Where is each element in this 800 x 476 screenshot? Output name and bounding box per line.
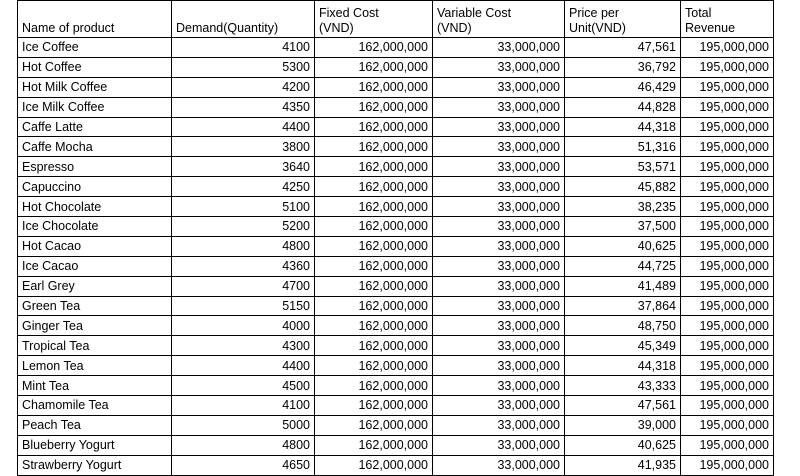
cell-product-name: Ice Chocolate	[18, 217, 172, 237]
cell-demand: 4000	[172, 316, 315, 336]
cell-product-name: Green Tea	[18, 296, 172, 316]
cell-demand: 5300	[172, 57, 315, 77]
cell-demand: 4400	[172, 117, 315, 137]
table-row	[18, 97, 774, 117]
cell-total-revenue: 195,000,000	[681, 376, 774, 396]
cell-fixed-cost: 162,000,000	[315, 376, 433, 396]
cell-price-per-unit: 45,882	[565, 177, 681, 197]
cell-fixed-cost: 162,000,000	[315, 117, 433, 137]
cell-fixed-cost: 162,000,000	[315, 415, 433, 435]
cell-demand: 4700	[172, 276, 315, 296]
cell-fixed-cost: 162,000,000	[315, 57, 433, 77]
cell-variable-cost: 33,000,000	[433, 217, 565, 237]
cell-product-name: Earl Grey	[18, 276, 172, 296]
table-row	[18, 77, 774, 97]
cell-demand: 3800	[172, 137, 315, 157]
cell-total-revenue: 195,000,000	[681, 336, 774, 356]
cell-product-name: Lemon Tea	[18, 356, 172, 376]
cell-price-per-unit: 39,000	[565, 415, 681, 435]
cell-variable-cost: 33,000,000	[433, 256, 565, 276]
cell-total-revenue: 195,000,000	[681, 157, 774, 177]
cell-variable-cost: 33,000,000	[433, 197, 565, 217]
cell-product-name: Blueberry Yogurt	[18, 435, 172, 455]
cell-total-revenue: 195,000,000	[681, 97, 774, 117]
cell-total-revenue: 195,000,000	[681, 396, 774, 416]
table-row	[18, 336, 774, 356]
cell-total-revenue: 195,000,000	[681, 236, 774, 256]
table-header-row	[18, 1, 774, 38]
table-row	[18, 57, 774, 77]
cell-price-per-unit: 44,318	[565, 356, 681, 376]
cell-demand: 5200	[172, 217, 315, 237]
cell-fixed-cost: 162,000,000	[315, 356, 433, 376]
header-line: Name of product	[22, 21, 115, 35]
cell-fixed-cost: 162,000,000	[315, 296, 433, 316]
cell-total-revenue: 195,000,000	[681, 57, 774, 77]
cell-demand: 5150	[172, 296, 315, 316]
header-price-per-unit	[565, 1, 681, 38]
cell-product-name: Hot Coffee	[18, 57, 172, 77]
cell-price-per-unit: 44,828	[565, 97, 681, 117]
table-row	[18, 356, 774, 376]
cell-total-revenue: 195,000,000	[681, 316, 774, 336]
cell-total-revenue: 195,000,000	[681, 197, 774, 217]
cell-variable-cost: 33,000,000	[433, 38, 565, 58]
cell-variable-cost: 33,000,000	[433, 157, 565, 177]
cell-total-revenue: 195,000,000	[681, 117, 774, 137]
cell-total-revenue: 195,000,000	[681, 137, 774, 157]
table-row	[18, 415, 774, 435]
header-line: (VND)	[319, 21, 354, 35]
cell-product-name: Tropical Tea	[18, 336, 172, 356]
cell-product-name: Chamomile Tea	[18, 396, 172, 416]
cell-fixed-cost: 162,000,000	[315, 336, 433, 356]
cell-total-revenue: 195,000,000	[681, 435, 774, 455]
table-row	[18, 177, 774, 197]
table-row	[18, 117, 774, 137]
cell-fixed-cost: 162,000,000	[315, 396, 433, 416]
table-row	[18, 316, 774, 336]
cell-price-per-unit: 43,333	[565, 376, 681, 396]
table-row	[18, 137, 774, 157]
cell-total-revenue: 195,000,000	[681, 256, 774, 276]
cell-price-per-unit: 46,429	[565, 77, 681, 97]
cell-price-per-unit: 37,500	[565, 217, 681, 237]
cell-price-per-unit: 41,489	[565, 276, 681, 296]
cell-fixed-cost: 162,000,000	[315, 77, 433, 97]
cell-demand: 4100	[172, 38, 315, 58]
header-demand	[172, 1, 315, 38]
cell-variable-cost: 33,000,000	[433, 396, 565, 416]
cell-variable-cost: 33,000,000	[433, 296, 565, 316]
cell-price-per-unit: 44,725	[565, 256, 681, 276]
cell-price-per-unit: 47,561	[565, 396, 681, 416]
cell-demand: 4100	[172, 396, 315, 416]
cell-product-name: Hot Milk Coffee	[18, 77, 172, 97]
cell-total-revenue: 195,000,000	[681, 296, 774, 316]
table-row	[18, 236, 774, 256]
table-row	[18, 435, 774, 455]
table-row	[18, 276, 774, 296]
cell-price-per-unit: 37,864	[565, 296, 681, 316]
table-row	[18, 256, 774, 276]
cell-price-per-unit: 40,625	[565, 236, 681, 256]
header-line: Variable Cost	[437, 6, 512, 20]
cell-product-name: Espresso	[18, 157, 172, 177]
cell-demand: 4250	[172, 177, 315, 197]
cell-fixed-cost: 162,000,000	[315, 455, 433, 475]
cell-product-name: Hot Cacao	[18, 236, 172, 256]
cell-total-revenue: 195,000,000	[681, 217, 774, 237]
cell-variable-cost: 33,000,000	[433, 356, 565, 376]
cell-total-revenue: 195,000,000	[681, 177, 774, 197]
cell-price-per-unit: 36,792	[565, 57, 681, 77]
cell-variable-cost: 33,000,000	[433, 97, 565, 117]
header-line: Revenue	[685, 21, 736, 35]
cell-variable-cost: 33,000,000	[433, 57, 565, 77]
cell-product-name: Caffe Mocha	[18, 137, 172, 157]
cell-fixed-cost: 162,000,000	[315, 236, 433, 256]
cell-fixed-cost: 162,000,000	[315, 97, 433, 117]
cell-total-revenue: 195,000,000	[681, 455, 774, 475]
table-row	[18, 38, 774, 58]
cell-product-name: Peach Tea	[18, 415, 172, 435]
cell-demand: 5100	[172, 197, 315, 217]
table-row	[18, 197, 774, 217]
cell-variable-cost: 33,000,000	[433, 336, 565, 356]
cell-product-name: Capuccino	[18, 177, 172, 197]
table-row	[18, 376, 774, 396]
cell-variable-cost: 33,000,000	[433, 316, 565, 336]
cell-product-name: Ice Milk Coffee	[18, 97, 172, 117]
header-line: Demand(Quantity)	[176, 21, 279, 35]
cell-total-revenue: 195,000,000	[681, 38, 774, 58]
cell-fixed-cost: 162,000,000	[315, 177, 433, 197]
cell-fixed-cost: 162,000,000	[315, 137, 433, 157]
cell-variable-cost: 33,000,000	[433, 177, 565, 197]
header-line: Total	[685, 6, 712, 20]
cell-price-per-unit: 38,235	[565, 197, 681, 217]
cell-demand: 4350	[172, 97, 315, 117]
table-row	[18, 217, 774, 237]
cell-fixed-cost: 162,000,000	[315, 435, 433, 455]
cell-variable-cost: 33,000,000	[433, 137, 565, 157]
cell-variable-cost: 33,000,000	[433, 117, 565, 137]
cell-demand: 4500	[172, 376, 315, 396]
cell-product-name: Ice Cacao	[18, 256, 172, 276]
cell-total-revenue: 195,000,000	[681, 77, 774, 97]
table-row	[18, 296, 774, 316]
cell-variable-cost: 33,000,000	[433, 455, 565, 475]
cell-price-per-unit: 47,561	[565, 38, 681, 58]
cell-fixed-cost: 162,000,000	[315, 276, 433, 296]
cell-total-revenue: 195,000,000	[681, 276, 774, 296]
header-line: Price per	[569, 6, 620, 20]
cell-fixed-cost: 162,000,000	[315, 217, 433, 237]
header-line: Unit(VND)	[569, 21, 626, 35]
table-row	[18, 157, 774, 177]
header-fixed-cost	[315, 1, 433, 38]
cell-demand: 4650	[172, 455, 315, 475]
cell-fixed-cost: 162,000,000	[315, 256, 433, 276]
cell-demand: 4200	[172, 77, 315, 97]
table-row	[18, 455, 774, 475]
cell-demand: 4360	[172, 256, 315, 276]
header-name-of-product	[18, 1, 172, 38]
cell-product-name: Caffe Latte	[18, 117, 172, 137]
cell-demand: 5000	[172, 415, 315, 435]
cell-variable-cost: 33,000,000	[433, 376, 565, 396]
cell-price-per-unit: 41,935	[565, 455, 681, 475]
cell-fixed-cost: 162,000,000	[315, 197, 433, 217]
cell-product-name: Ginger Tea	[18, 316, 172, 336]
cell-demand: 4800	[172, 435, 315, 455]
cell-price-per-unit: 53,571	[565, 157, 681, 177]
cell-demand: 4800	[172, 236, 315, 256]
cell-variable-cost: 33,000,000	[433, 415, 565, 435]
table-body	[18, 38, 774, 476]
header-line: Fixed Cost	[319, 6, 379, 20]
cell-price-per-unit: 51,316	[565, 137, 681, 157]
cell-demand: 3640	[172, 157, 315, 177]
cell-product-name: Mint Tea	[18, 376, 172, 396]
table-row	[18, 396, 774, 416]
header-variable-cost	[433, 1, 565, 38]
header-total-revenue	[681, 1, 774, 38]
cell-variable-cost: 33,000,000	[433, 77, 565, 97]
cell-total-revenue: 195,000,000	[681, 415, 774, 435]
cell-total-revenue: 195,000,000	[681, 356, 774, 376]
cell-product-name: Ice Coffee	[18, 38, 172, 58]
header-line: (VND)	[437, 21, 472, 35]
cell-fixed-cost: 162,000,000	[315, 38, 433, 58]
cell-price-per-unit: 40,625	[565, 435, 681, 455]
cell-variable-cost: 33,000,000	[433, 276, 565, 296]
cell-variable-cost: 33,000,000	[433, 435, 565, 455]
cell-price-per-unit: 48,750	[565, 316, 681, 336]
cell-demand: 4300	[172, 336, 315, 356]
cell-fixed-cost: 162,000,000	[315, 157, 433, 177]
cell-product-name: Hot Chocolate	[18, 197, 172, 217]
cell-price-per-unit: 45,349	[565, 336, 681, 356]
product-cost-table	[17, 0, 774, 476]
cell-fixed-cost: 162,000,000	[315, 316, 433, 336]
product-cost-table-container	[17, 0, 774, 476]
cell-product-name: Strawberry Yogurt	[18, 455, 172, 475]
cell-demand: 4400	[172, 356, 315, 376]
cell-variable-cost: 33,000,000	[433, 236, 565, 256]
cell-price-per-unit: 44,318	[565, 117, 681, 137]
